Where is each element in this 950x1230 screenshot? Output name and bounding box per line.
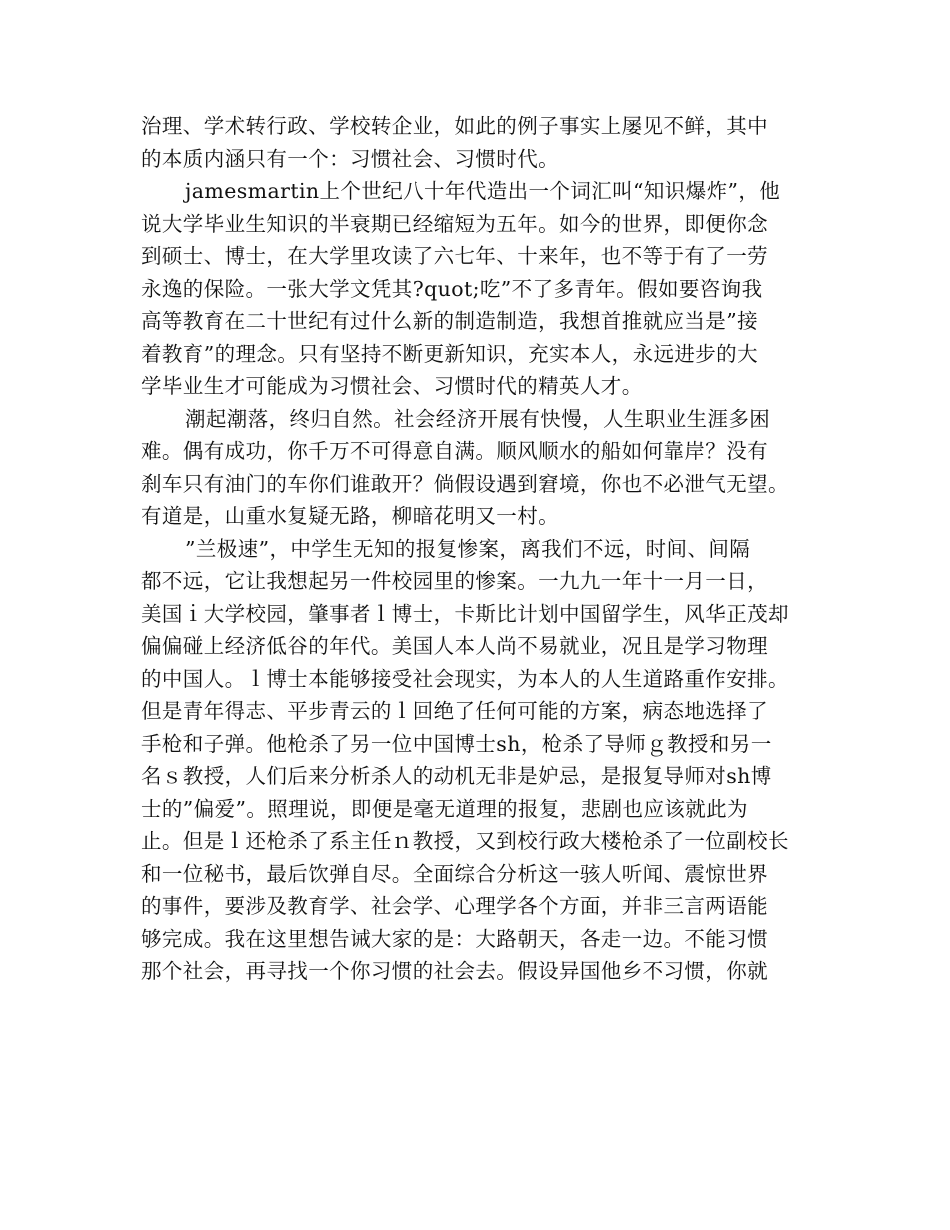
text-line: 手枪和子弹。他枪杀了另一位中国博士sh，枪杀了导师ｇ教授和另一: [141, 731, 772, 756]
text-line: jamesmartin上个世纪八十年代造出一个词汇叫“知识爆炸”，他: [185, 179, 781, 203]
text-line: 难。偶有成功，你千万不可得意自满。顺风顺水的船如何靠岸？没有: [141, 439, 768, 463]
text-line: 刹车只有油门的车你们谁敢开？倘假设遇到窘境，你也不必泄气无望。: [141, 471, 789, 496]
text-line: 偏偏碰上经济低谷的年代。美国人本人尚不易就业，况且是学习物理: [141, 634, 768, 658]
text-line: 高等教育在二十世纪有过什么新的制造制造，我想首推就应当是”接: [141, 309, 758, 333]
text-line: 那个社会，再寻找一个你习惯的社会去。假设异国他乡不习惯，你就: [141, 959, 768, 983]
text-line: 学毕业生才可能成为习惯社会、习惯时代的精英人才。: [141, 374, 643, 398]
document-page: [141, 110, 831, 988]
text-line: 止。但是ｌ还枪杀了系主任ｎ教授，又到校行政大楼枪杀了一位副校长: [141, 829, 789, 853]
text-line: 名ｓ教授，人们后来分析杀人的动机无非是妒忌，是报复导师对sh博: [141, 764, 772, 788]
text-line: ”兰极速”，中学生无知的报复惨案，离我们不远，时间、间隔: [185, 536, 751, 561]
text-line: 潮起潮落，终归自然。社会经济开展有快慢，人生职业生涯多困: [185, 406, 771, 431]
text-line: 美国ｉ大学校园，肇事者ｌ博士，卡斯比计划中国留学生，风华正茂却: [141, 601, 789, 626]
text-line: 和一位秘书，最后饮弹自尽。全面综合分析这一骇人听闻、震惊世界: [141, 861, 768, 886]
text-line: 士的”偏爱”。照理说，即便是毫无道理的报复，悲剧也应该就此为: [141, 796, 748, 821]
text-line: 治理、学术转行政、学校转企业，如此的例子事实上屡见不鲜，其中: [141, 114, 768, 138]
text-line: 着教育”的理念。只有坚持不断更新知识，充实本人，永远进步的大: [141, 341, 758, 366]
text-line: 永逸的保险。一张大学文凭其?quot;吃”不了多青年。假如要咨询我: [141, 276, 763, 301]
text-line: 但是青年得志、平步青云的ｌ回绝了任何可能的方案，病态地选择了: [141, 699, 768, 723]
text-line: 到硕士、博士，在大学里攻读了六七年、十来年，也不等于有了一劳: [141, 244, 768, 268]
text-line: 的本质内涵只有一个：习惯社会、习惯时代。: [141, 146, 559, 171]
text-line: 够完成。我在这里想告诫大家的是：大路朝天，各走一边。不能习惯: [141, 926, 768, 951]
text-line: 有道是，山重水复疑无路，柳暗花明又一村。: [141, 504, 559, 528]
text-line: 说大学毕业生知识的半衰期已经缩短为五年。如今的世界，即便你念: [141, 211, 768, 236]
text-line: 的中国人。ｌ博士本能够接受社会现实，为本人的人生道路重作安排。: [141, 666, 789, 691]
text-line: 的事件，要涉及教育学、社会学、心理学各个方面，并非三言两语能: [141, 894, 768, 918]
text-line: 都不远，它让我想起另一件校园里的惨案。一九九一年十一月一日，: [141, 569, 768, 593]
